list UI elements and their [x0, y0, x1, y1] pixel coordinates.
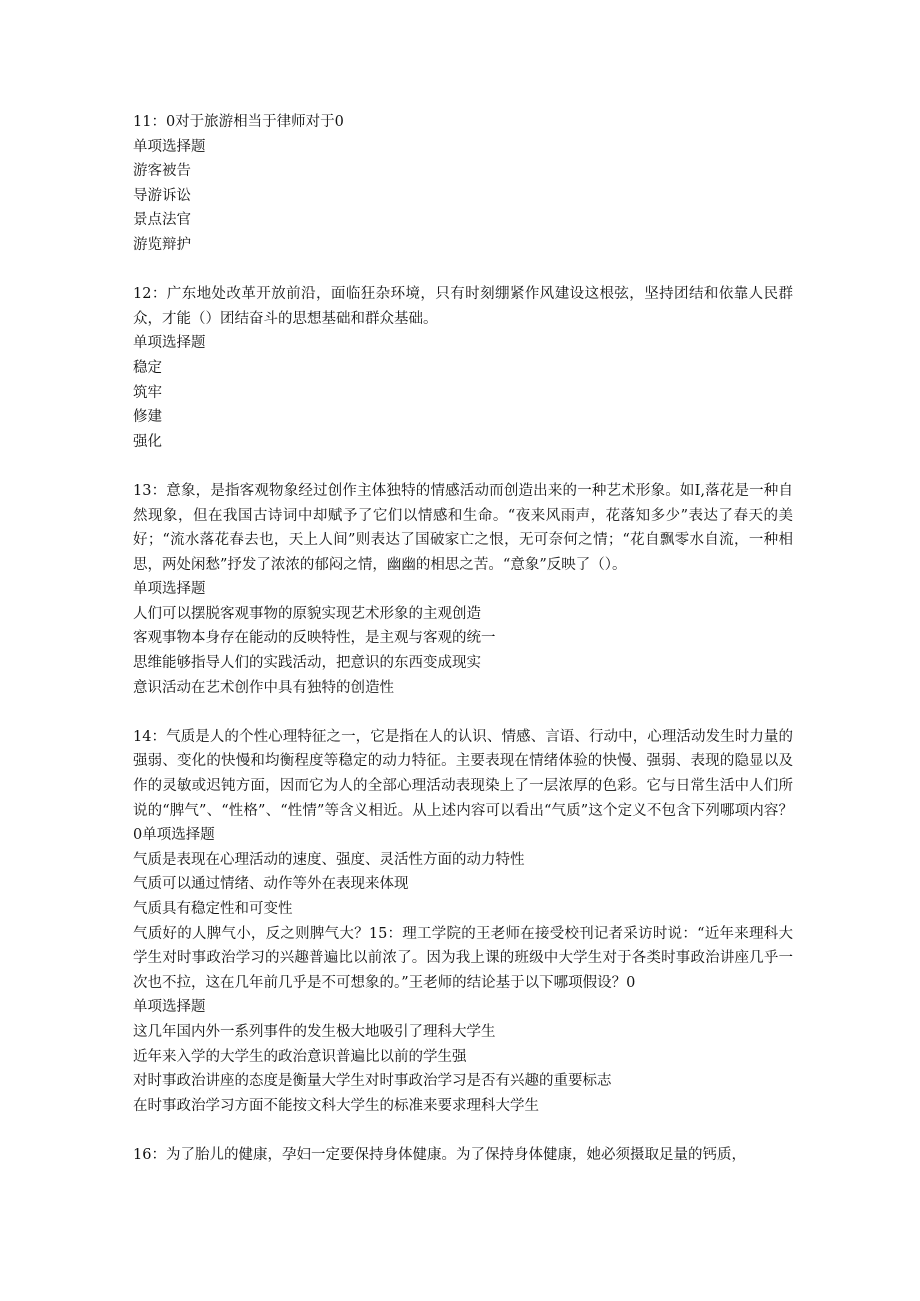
- option-item: 景点法官: [133, 212, 191, 229]
- question-stem: 14：气质是人的个性心理特征之一，它是指在人的认识、情感、言语、行动中，心理活动发生时力量的强弱、变化的快慢和均衡程度等稳定的动力特征。主要表现在情绪体验的快慢、强弱、表现的隐显以及作的灵敏或迟钝方面，因而它为人的全部心理活动表现染上了一层浓厚的色彩。它与日常生活中人们所说的“脾气”、“性格”、“性情”等含义相近。从上述内容可以看出“气质”这个定义不包含下列哪项内容？0单项选择题: [133, 728, 793, 844]
- question-stem: 11：0对于旅游相当于律师对于0: [133, 114, 344, 130]
- question-13: [133, 479, 793, 700]
- question-16: [133, 1143, 793, 1168]
- option-item: 近年来入学的大学生的政治意识普遍比以前的学生强: [133, 1048, 467, 1065]
- question-stem: 13：意象，是指客观物象经过创作主体独特的情感活动而创造出来的一种艺术形象。如I,落花是一种自然现象，但在我国古诗词中却赋予了它们以情感和生命。“夜来风雨声，花落知多少”表达了春天的美好；“流水落花春去也，天上人间”则表达了国破家亡之恨，无可奈何之情；“花自飘零水自流，一种相思，两处闲愁”抒发了浓浓的郁闷之情，幽幽的相思之苦。“意象”反映了（）。: [133, 482, 793, 573]
- option-item: 强化: [133, 433, 162, 450]
- question-type: 单项选择题: [133, 999, 206, 1016]
- question-type: 单项选择题: [133, 335, 206, 352]
- option-item: 在时事政治学习方面不能按文科大学生的标准来要求理科大学生: [133, 1097, 539, 1114]
- question-14-15: [133, 725, 793, 1119]
- question-type: 单项选择题: [133, 581, 206, 598]
- option-item: 筑牢: [133, 384, 162, 401]
- question-11: [133, 110, 793, 258]
- option-item: 气质是表现在心理活动的速度、强度、灵活性方面的动力特性: [133, 851, 525, 868]
- option-item: 气质可以通过情绪、动作等外在表现来体现: [133, 876, 409, 893]
- option-item: 修建: [133, 409, 162, 426]
- question-stem: 12：广东地处改革开放前沿，面临狂杂环境，只有时刻绷紧作风建设这根弦，坚持团结和依靠人民群众，才能（）团结奋斗的思想基础和群众基础。: [133, 286, 793, 327]
- option-item: 客观事物本身存在能动的反映特性，是主观与客观的统一: [133, 630, 496, 647]
- question-12: [133, 282, 793, 454]
- option-item: 人们可以摆脱客观事物的原貌实现艺术形象的主观创造: [133, 605, 481, 622]
- option-item: 对时事政治讲座的态度是衡量大学生对时事政治学习是否有兴趣的重要标志: [133, 1073, 612, 1090]
- option-item: 思维能够指导人们的实践活动，把意识的东西变成现实: [133, 655, 481, 672]
- document-page: [133, 110, 793, 1192]
- question-stem: 气质好的人脾气小，反之则脾气大？15：理工学院的王老师在接受校刊记者采访时说：“近年来理科大学生对时事政治学习的兴趣普遍比以前浓了。因为我上课的班级中大学生对于各类时事政治讲座几乎一次也不拉，这在几年前几乎是不可想象的。”王老师的结论基于以下哪项假设？0: [133, 925, 793, 991]
- option-item: 导游诉讼: [133, 187, 191, 204]
- option-item: 这几年国内外一系列事件的发生极大地吸引了理科大学生: [133, 1023, 496, 1040]
- option-item: 稳定: [133, 359, 162, 376]
- option-item: 游览辩护: [133, 236, 191, 253]
- option-item: 气质具有稳定性和可变性: [133, 901, 293, 917]
- question-type: 单项选择题: [133, 138, 206, 155]
- option-item: 游客被告: [133, 163, 191, 180]
- option-item: 意识活动在艺术创作中具有独特的创造性: [133, 679, 394, 696]
- question-stem: 16：为了胎儿的健康，孕妇一定要保持身体健康。为了保持身体健康，她必须摄取足量的钙质，: [133, 1146, 746, 1163]
